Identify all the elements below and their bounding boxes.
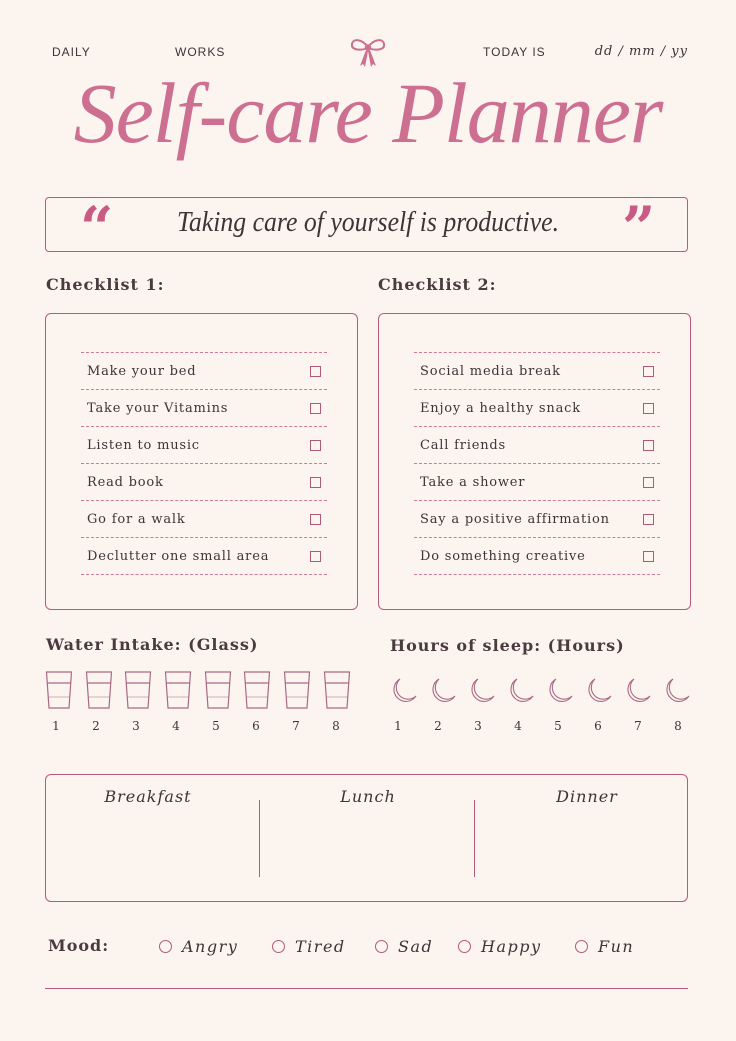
meal-label-breakfast: Breakfast: [104, 787, 192, 806]
mood-option-label: Fun: [598, 937, 635, 956]
water-numbers: [36, 719, 356, 733]
sleep-numbers: [378, 719, 698, 733]
mood-label: Mood:: [48, 936, 110, 955]
moon-icon[interactable]: [545, 675, 575, 705]
water-number: 1: [52, 719, 60, 733]
checkbox[interactable]: [310, 403, 321, 414]
checklist-item[interactable]: [414, 464, 660, 501]
meal-label-lunch: Lunch: [340, 787, 396, 806]
moon-icon[interactable]: [428, 675, 458, 705]
sleep-number: 2: [434, 719, 442, 733]
sleep-number: 4: [514, 719, 522, 733]
moon-icon[interactable]: [662, 675, 692, 705]
water-glasses: [45, 670, 363, 710]
moon-icon[interactable]: [506, 675, 536, 705]
checklist-item[interactable]: [81, 353, 327, 390]
radio-circle[interactable]: [575, 940, 588, 953]
checklist-item[interactable]: [81, 501, 327, 538]
water-number: 3: [132, 719, 140, 733]
header-today-is: TODAY IS: [483, 45, 546, 59]
page-title: Self-care Planner: [73, 65, 663, 161]
sleep-number: 6: [594, 719, 602, 733]
checklist-item-label: Say a positive affirmation: [420, 511, 610, 527]
checklist-item[interactable]: [414, 538, 660, 575]
header-daily: DAILY: [52, 45, 91, 59]
radio-circle[interactable]: [458, 940, 471, 953]
checklist-item-label: Enjoy a healthy snack: [420, 400, 581, 416]
sleep-number: 8: [674, 719, 682, 733]
checklist1-heading: Checklist 1:: [46, 275, 165, 294]
meal-label-dinner: Dinner: [556, 787, 618, 806]
water-number: 6: [252, 719, 260, 733]
mood-option-label: Angry: [182, 937, 239, 956]
water-number: 8: [332, 719, 340, 733]
mood-option-fun[interactable]: [575, 937, 634, 956]
checklist-item-label: Go for a walk: [87, 511, 186, 527]
sleep-heading: Hours of sleep: (Hours): [390, 636, 625, 655]
checklist-item-label: Listen to music: [87, 437, 200, 453]
checklist-item[interactable]: [414, 390, 660, 427]
glass-icon[interactable]: [243, 670, 271, 710]
mood-option-label: Happy: [481, 937, 542, 956]
checkbox[interactable]: [310, 551, 321, 562]
glass-icon[interactable]: [124, 670, 152, 710]
water-number: 7: [292, 719, 300, 733]
checkbox[interactable]: [310, 477, 321, 488]
glass-icon[interactable]: [164, 670, 192, 710]
meal-divider: [474, 800, 475, 877]
checklist-item-label: Social media break: [420, 363, 561, 379]
sleep-number: 1: [394, 719, 402, 733]
checklist-item[interactable]: [414, 501, 660, 538]
open-quote-icon: “: [80, 194, 114, 262]
checkbox[interactable]: [643, 551, 654, 562]
glass-icon[interactable]: [323, 670, 351, 710]
checkbox[interactable]: [310, 440, 321, 451]
moon-icon[interactable]: [584, 675, 614, 705]
sleep-number: 3: [474, 719, 482, 733]
moon-icon[interactable]: [389, 675, 419, 705]
sleep-number: 7: [634, 719, 642, 733]
sleep-moons: [389, 675, 701, 705]
checklist-item-label: Take your Vitamins: [87, 400, 229, 416]
mood-option-happy[interactable]: [458, 937, 542, 956]
radio-circle[interactable]: [375, 940, 388, 953]
checklist1-box: [45, 313, 358, 610]
checkbox[interactable]: [643, 403, 654, 414]
water-heading: Water Intake: (Glass): [46, 635, 259, 654]
quote-text: Taking care of yourself is productive.: [176, 207, 560, 238]
checkbox[interactable]: [643, 440, 654, 451]
water-number: 4: [172, 719, 180, 733]
glass-icon[interactable]: [283, 670, 311, 710]
moon-icon[interactable]: [467, 675, 497, 705]
mood-option-label: Sad: [398, 937, 434, 956]
glass-icon[interactable]: [85, 670, 113, 710]
checklist-item-label: Read book: [87, 474, 164, 490]
checklist-item[interactable]: [81, 427, 327, 464]
checklist2-box: [378, 313, 691, 610]
checklist2-heading: Checklist 2:: [378, 275, 497, 294]
checkbox[interactable]: [310, 514, 321, 525]
checklist-item[interactable]: [81, 390, 327, 427]
close-quote-icon: ”: [622, 194, 656, 262]
checklist-item-label: Declutter one small area: [87, 548, 270, 564]
checklist-item-label: Make your bed: [87, 363, 197, 379]
mood-option-label: Tired: [295, 937, 346, 956]
checklist-item[interactable]: [81, 538, 327, 575]
glass-icon[interactable]: [45, 670, 73, 710]
checkbox[interactable]: [643, 477, 654, 488]
checkbox[interactable]: [643, 514, 654, 525]
checklist-item-label: Do something creative: [420, 548, 586, 564]
glass-icon[interactable]: [204, 670, 232, 710]
header-works: WORKS: [175, 45, 226, 59]
checklist-item-label: Call friends: [420, 437, 506, 453]
checklist-item-label: Take a shower: [420, 474, 526, 490]
radio-circle[interactable]: [159, 940, 172, 953]
sleep-number: 5: [554, 719, 562, 733]
checkbox[interactable]: [643, 366, 654, 377]
meal-divider: [259, 800, 260, 877]
checklist-item[interactable]: [414, 353, 660, 390]
moon-icon[interactable]: [623, 675, 653, 705]
bottom-rule: [45, 988, 688, 989]
mood-option-sad[interactable]: [375, 937, 433, 956]
radio-circle[interactable]: [272, 940, 285, 953]
water-number: 5: [212, 719, 220, 733]
checkbox[interactable]: [310, 366, 321, 377]
header-date-field[interactable]: dd / mm / yy: [594, 44, 688, 59]
mood-option-tired[interactable]: [272, 937, 346, 956]
mood-option-angry[interactable]: [159, 937, 238, 956]
checklist-item[interactable]: [81, 464, 327, 501]
water-number: 2: [92, 719, 100, 733]
checklist-item[interactable]: [414, 427, 660, 464]
